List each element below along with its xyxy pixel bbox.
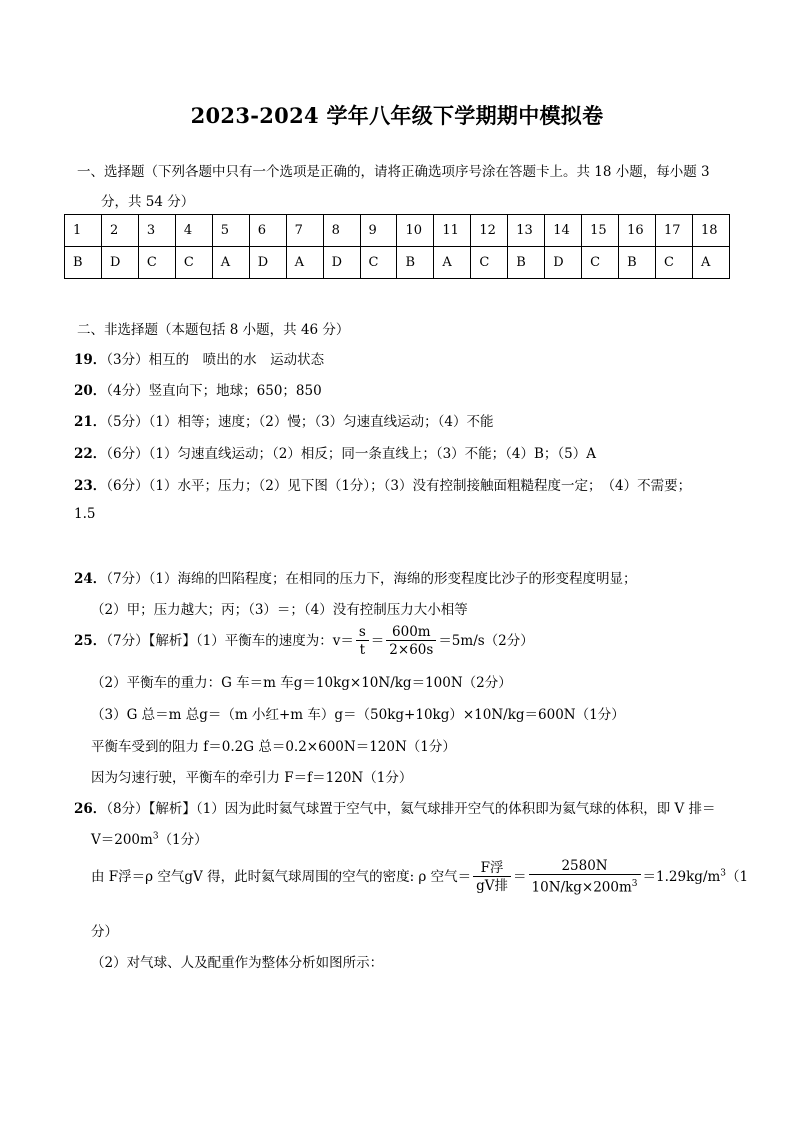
answer-cell: C xyxy=(656,247,693,279)
volume-text: V＝200m xyxy=(91,832,153,848)
fraction-numerator: 2580N xyxy=(529,858,641,875)
question-number-cell: 1 xyxy=(65,215,102,247)
answer-cell: C xyxy=(471,247,508,279)
equals-sign: ＝ xyxy=(513,868,527,885)
answer-table xyxy=(64,214,730,279)
question-number-cell: 18 xyxy=(692,215,729,247)
question-number-cell: 14 xyxy=(545,215,582,247)
question-number-cell: 12 xyxy=(471,215,508,247)
answer-cell: D xyxy=(545,247,582,279)
question-number: 20． xyxy=(74,383,107,399)
superscript: 3 xyxy=(631,879,638,889)
answer-text: （8分）【解析】（1）因为此时氦气球置于空气中，氦气球排开空气的体积即为氦气球的体积，即 V 排＝ xyxy=(106,801,716,817)
answer-cell: C xyxy=(175,247,212,279)
section2-heading: 二、非选择题（本题包括 8 小题，共 46 分） xyxy=(77,322,350,338)
score-text: （1分） xyxy=(158,832,208,848)
superscript: 3 xyxy=(152,831,159,842)
question-25-line4: 平衡车受到的阻力 f＝0.2G 总＝0.2×600N＝120N（1分） xyxy=(91,739,456,755)
answer-cell: A xyxy=(692,247,729,279)
question-25-line5: 因为匀速行驶，平衡车的牵引力 F＝f＝120N（1分） xyxy=(91,770,413,786)
question-number-cell: 10 xyxy=(397,215,434,247)
answer-cell: D xyxy=(249,247,286,279)
equals-sign: ＝ xyxy=(370,633,385,649)
question-number-cell: 3 xyxy=(138,215,175,247)
question-number-cell: 17 xyxy=(656,215,693,247)
question-number: 23． xyxy=(74,478,107,494)
question-24-line2: （2）甲；压力越大；丙；（3）＝；（4）没有控制压力大小相等 xyxy=(91,602,468,618)
question-number: 19． xyxy=(74,352,107,368)
answer-cell: D xyxy=(101,247,138,279)
question-24 xyxy=(74,567,636,587)
answer-text: （7分）（1）海绵的凹陷程度；在相同的压力下，海绵的形变程度比沙子的形变程度明显； xyxy=(106,571,637,587)
answer-cell: B xyxy=(397,247,434,279)
question-26 xyxy=(74,797,716,817)
fraction-numerator: s xyxy=(356,624,369,641)
question-25 xyxy=(74,624,534,659)
answer-cell: B xyxy=(508,247,545,279)
question-number-cell: 8 xyxy=(323,215,360,247)
question-26-line5: （2）对气球、人及配重作为整体分析如图所示： xyxy=(91,955,384,971)
fraction-denominator xyxy=(529,875,641,897)
page-title: 2023-2024 学年八年级下学期期中模拟卷 xyxy=(190,103,604,128)
answer-text: （5分）（1）相等；速度；（2）慢；（3）匀速直线运动；（4）不能 xyxy=(106,414,494,430)
density-prefix: 由 F浮＝ρ 空气gV 得，此时氦气球周围的空气的密度: ρ 空气＝ xyxy=(91,868,472,885)
fraction-denominator: t xyxy=(359,642,366,658)
answer-cell: D xyxy=(323,247,360,279)
answer-cell: A xyxy=(212,247,249,279)
question-number-cell: 4 xyxy=(175,215,212,247)
answer-prefix: （7分）【解析】（1）平衡车的速度为：v＝ xyxy=(106,633,354,649)
fraction-distance-over-time xyxy=(386,624,436,659)
question-number-cell: 15 xyxy=(582,215,619,247)
question-number-cell: 2 xyxy=(101,215,138,247)
question-21 xyxy=(74,410,494,430)
answer-text: （3分）相互的 喷出的水 运动状态 xyxy=(106,352,325,368)
answer-cell: B xyxy=(619,247,656,279)
question-number-cell: 7 xyxy=(286,215,323,247)
question-number: 22． xyxy=(74,446,107,462)
fraction-numerator: 600m xyxy=(386,624,436,641)
question-25-line3: （3）G 总＝m 总g＝（m 小红+m 车）g＝（50kg+10kg）×10N/kg＝600N（1分） xyxy=(91,707,625,723)
question-23 xyxy=(74,474,691,494)
question-number: 26． xyxy=(74,801,107,817)
question-19 xyxy=(74,348,324,368)
question-23-continuation: 1.5 xyxy=(74,506,96,522)
fraction-s-over-t xyxy=(356,624,369,659)
answer-table-number-row xyxy=(65,215,730,247)
question-26-line4: 分） xyxy=(91,924,118,940)
answer-text: （6分）（1）匀速直线运动；（2）相反；同一条直线上；（3）不能；（4）B；（5）A xyxy=(106,446,597,462)
score-text: （1 xyxy=(726,868,749,885)
density-result: ＝1.29kg/m xyxy=(642,868,721,885)
answer-cell: A xyxy=(286,247,323,279)
answer-suffix: ＝5m/s（2分） xyxy=(438,633,534,649)
fraction-force-over-gv xyxy=(529,858,641,897)
question-number-cell: 11 xyxy=(434,215,471,247)
answer-table-answer-row xyxy=(65,247,730,279)
denominator-text: 10N/kg×200m xyxy=(531,879,632,896)
answer-cell: B xyxy=(65,247,102,279)
question-number: 25． xyxy=(74,633,107,649)
fraction-buoyancy-over-gv xyxy=(473,860,511,895)
answer-cell: C xyxy=(360,247,397,279)
answer-cell: C xyxy=(138,247,175,279)
fraction-denominator: gV排 xyxy=(476,877,509,894)
answer-text: （6分）（1）水平；压力；（2）见下图（1分）；（3）没有控制接触面粗糙程度一定； （4）不需要； xyxy=(106,478,692,494)
question-number-cell: 9 xyxy=(360,215,397,247)
section1-heading-line1: 一、选择题（下列各题中只有一个选项是正确的，请将正确选项序号涂在答题卡上。共 18 小题，每小题 3 xyxy=(77,164,710,180)
answer-cell: A xyxy=(434,247,471,279)
section1-heading-line2: 分，共 54 分） xyxy=(101,194,195,210)
question-22 xyxy=(74,442,596,462)
fraction-numerator: F浮 xyxy=(473,860,511,877)
question-26-line3 xyxy=(91,858,748,897)
answer-cell: C xyxy=(582,247,619,279)
question-number-cell: 16 xyxy=(619,215,656,247)
question-number: 24． xyxy=(74,571,107,587)
question-number-cell: 5 xyxy=(212,215,249,247)
fraction-denominator: 2×60s xyxy=(389,642,434,658)
question-number: 21． xyxy=(74,414,107,430)
question-number-cell: 13 xyxy=(508,215,545,247)
question-26-line2 xyxy=(91,828,208,848)
question-25-line2: （2）平衡车的重力：G 车＝m 车g＝10kg×10N/kg＝100N（2分） xyxy=(91,675,512,691)
question-number-cell: 6 xyxy=(249,215,286,247)
superscript: 3 xyxy=(720,868,726,879)
question-20 xyxy=(74,379,322,399)
answer-text: （4分）竖直向下；地球；650；850 xyxy=(106,383,322,399)
